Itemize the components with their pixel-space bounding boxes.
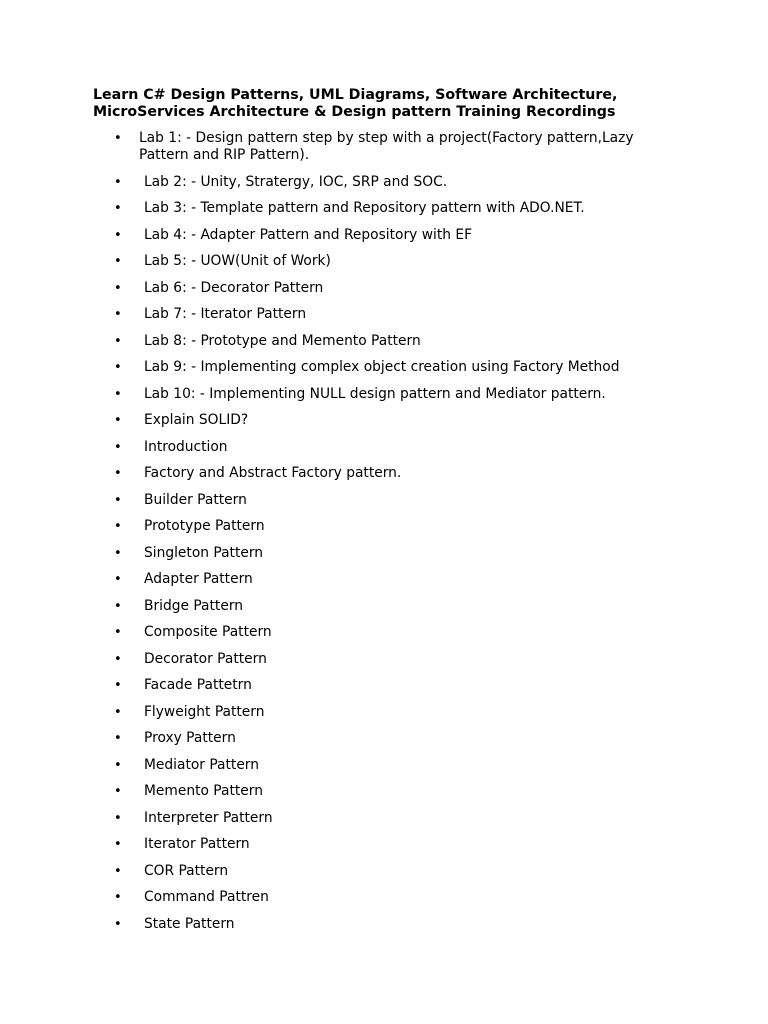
bullet-icon: • xyxy=(114,705,122,720)
bullet-icon: • xyxy=(114,254,122,269)
list-item-line: Lab 5: - UOW(Unit of Work) xyxy=(144,253,331,269)
list-item-line: Memento Pattern xyxy=(144,783,263,799)
bullet-icon: • xyxy=(114,890,122,905)
list-item-line: Lab 1: - Design pattern step by step with a project(Factory pattern,Lazy xyxy=(139,130,634,146)
list-item-line: Interpreter Pattern xyxy=(144,810,273,826)
list-item-line: Lab 10: - Implementing NULL design pattern and Mediator pattern. xyxy=(144,386,606,402)
list-item-text xyxy=(144,518,265,535)
list-item-line: Command Pattren xyxy=(144,889,269,905)
list-item-text xyxy=(144,386,606,403)
document-title-line-1: Learn C# Design Patterns, UML Diagrams, Software Architecture, xyxy=(93,87,618,103)
bullet-icon: • xyxy=(114,466,122,481)
list-item-text xyxy=(144,704,264,721)
list-item-line: Factory and Abstract Factory pattern. xyxy=(144,465,402,481)
list-item-text xyxy=(144,889,269,906)
list-item-text xyxy=(144,306,306,323)
list-item-text xyxy=(144,280,323,297)
list-item-line: Prototype Pattern xyxy=(144,518,265,534)
list-item-line: Explain SOLID? xyxy=(144,412,249,428)
list-item-line: Builder Pattern xyxy=(144,492,247,508)
list-item-line: Flyweight Pattern xyxy=(144,704,265,720)
list-item-line: State Pattern xyxy=(144,916,235,932)
bullet-icon: • xyxy=(114,917,122,932)
bullet-icon: • xyxy=(114,519,122,534)
list-item-line: Pattern and RIP Pattern). xyxy=(139,147,310,163)
list-item-text xyxy=(144,598,243,615)
list-item-text xyxy=(144,412,248,429)
bullet-icon: • xyxy=(114,175,122,190)
list-item-text xyxy=(139,130,634,164)
bullet-icon: • xyxy=(114,440,122,455)
list-item-text xyxy=(144,333,421,350)
bullet-icon: • xyxy=(114,678,122,693)
bullet-icon: • xyxy=(114,387,122,402)
list-item-line: Lab 8: - Prototype and Memento Pattern xyxy=(144,333,421,349)
list-item-text xyxy=(144,439,228,456)
bullet-icon: • xyxy=(114,864,122,879)
document-title xyxy=(93,87,693,121)
bullet-icon: • xyxy=(114,572,122,587)
bullet-icon: • xyxy=(114,334,122,349)
list-item-text xyxy=(144,253,331,270)
bullet-icon: • xyxy=(114,360,122,375)
bullet-icon: • xyxy=(114,652,122,667)
list-item-text xyxy=(144,916,235,933)
list-item-line: Proxy Pattern xyxy=(144,730,236,746)
list-item-text xyxy=(144,836,250,853)
bullet-icon: • xyxy=(114,228,122,243)
list-item-text xyxy=(144,492,247,509)
list-item-text xyxy=(144,465,401,482)
list-item-text xyxy=(144,174,447,191)
document-title-line-2: MicroServices Architecture & Design pattern Training Recordings xyxy=(93,104,616,120)
list-item-line: Lab 6: - Decorator Pattern xyxy=(144,280,324,296)
list-item-text xyxy=(144,730,236,747)
list-item-text xyxy=(144,757,259,774)
bullet-icon: • xyxy=(114,758,122,773)
list-item-line: Decorator Pattern xyxy=(144,651,267,667)
list-item-line: Lab 7: - Iterator Pattern xyxy=(144,306,307,322)
list-item-line: Singleton Pattern xyxy=(144,545,264,561)
bullet-icon: • xyxy=(114,599,122,614)
list-item-line: COR Pattern xyxy=(144,863,229,879)
list-item-line: Composite Pattern xyxy=(144,624,272,640)
list-item-line: Lab 3: - Template pattern and Repository pattern with ADO.NET. xyxy=(144,200,585,216)
list-item-line: Lab 4: - Adapter Pattern and Repository with EF xyxy=(144,227,473,243)
list-item-text xyxy=(144,200,585,217)
bullet-icon: • xyxy=(114,625,122,640)
bullet-icon: • xyxy=(114,837,122,852)
bullet-icon: • xyxy=(114,131,122,146)
list-item-line: Lab 9: - Implementing complex object creation using Factory Method xyxy=(144,359,620,375)
bullet-icon: • xyxy=(114,281,122,296)
list-item-text xyxy=(144,227,472,244)
list-item-line: Iterator Pattern xyxy=(144,836,250,852)
bullet-icon: • xyxy=(114,731,122,746)
list-item-text xyxy=(144,651,267,668)
bullet-icon: • xyxy=(114,811,122,826)
list-item-line: Mediator Pattern xyxy=(144,757,259,773)
list-item-text xyxy=(144,624,272,641)
bullet-icon: • xyxy=(114,201,122,216)
list-item-text xyxy=(144,810,273,827)
bullet-icon: • xyxy=(114,546,122,561)
list-item-text xyxy=(144,677,252,694)
list-item-text xyxy=(144,863,228,880)
bullet-icon: • xyxy=(114,493,122,508)
bullet-icon: • xyxy=(114,413,122,428)
list-item-line: Lab 2: - Unity, Stratergy, IOC, SRP and SOC. xyxy=(144,174,448,190)
bullet-icon: • xyxy=(114,784,122,799)
list-item-text xyxy=(144,571,253,588)
list-item-text xyxy=(144,783,263,800)
list-item-line: Introduction xyxy=(144,439,228,455)
list-item-text xyxy=(144,359,620,376)
list-item-line: Adapter Pattern xyxy=(144,571,253,587)
list-item-line: Facade Pattetrn xyxy=(144,677,252,693)
bullet-icon: • xyxy=(114,307,122,322)
list-item-line: Bridge Pattern xyxy=(144,598,243,614)
list-item-text xyxy=(144,545,263,562)
